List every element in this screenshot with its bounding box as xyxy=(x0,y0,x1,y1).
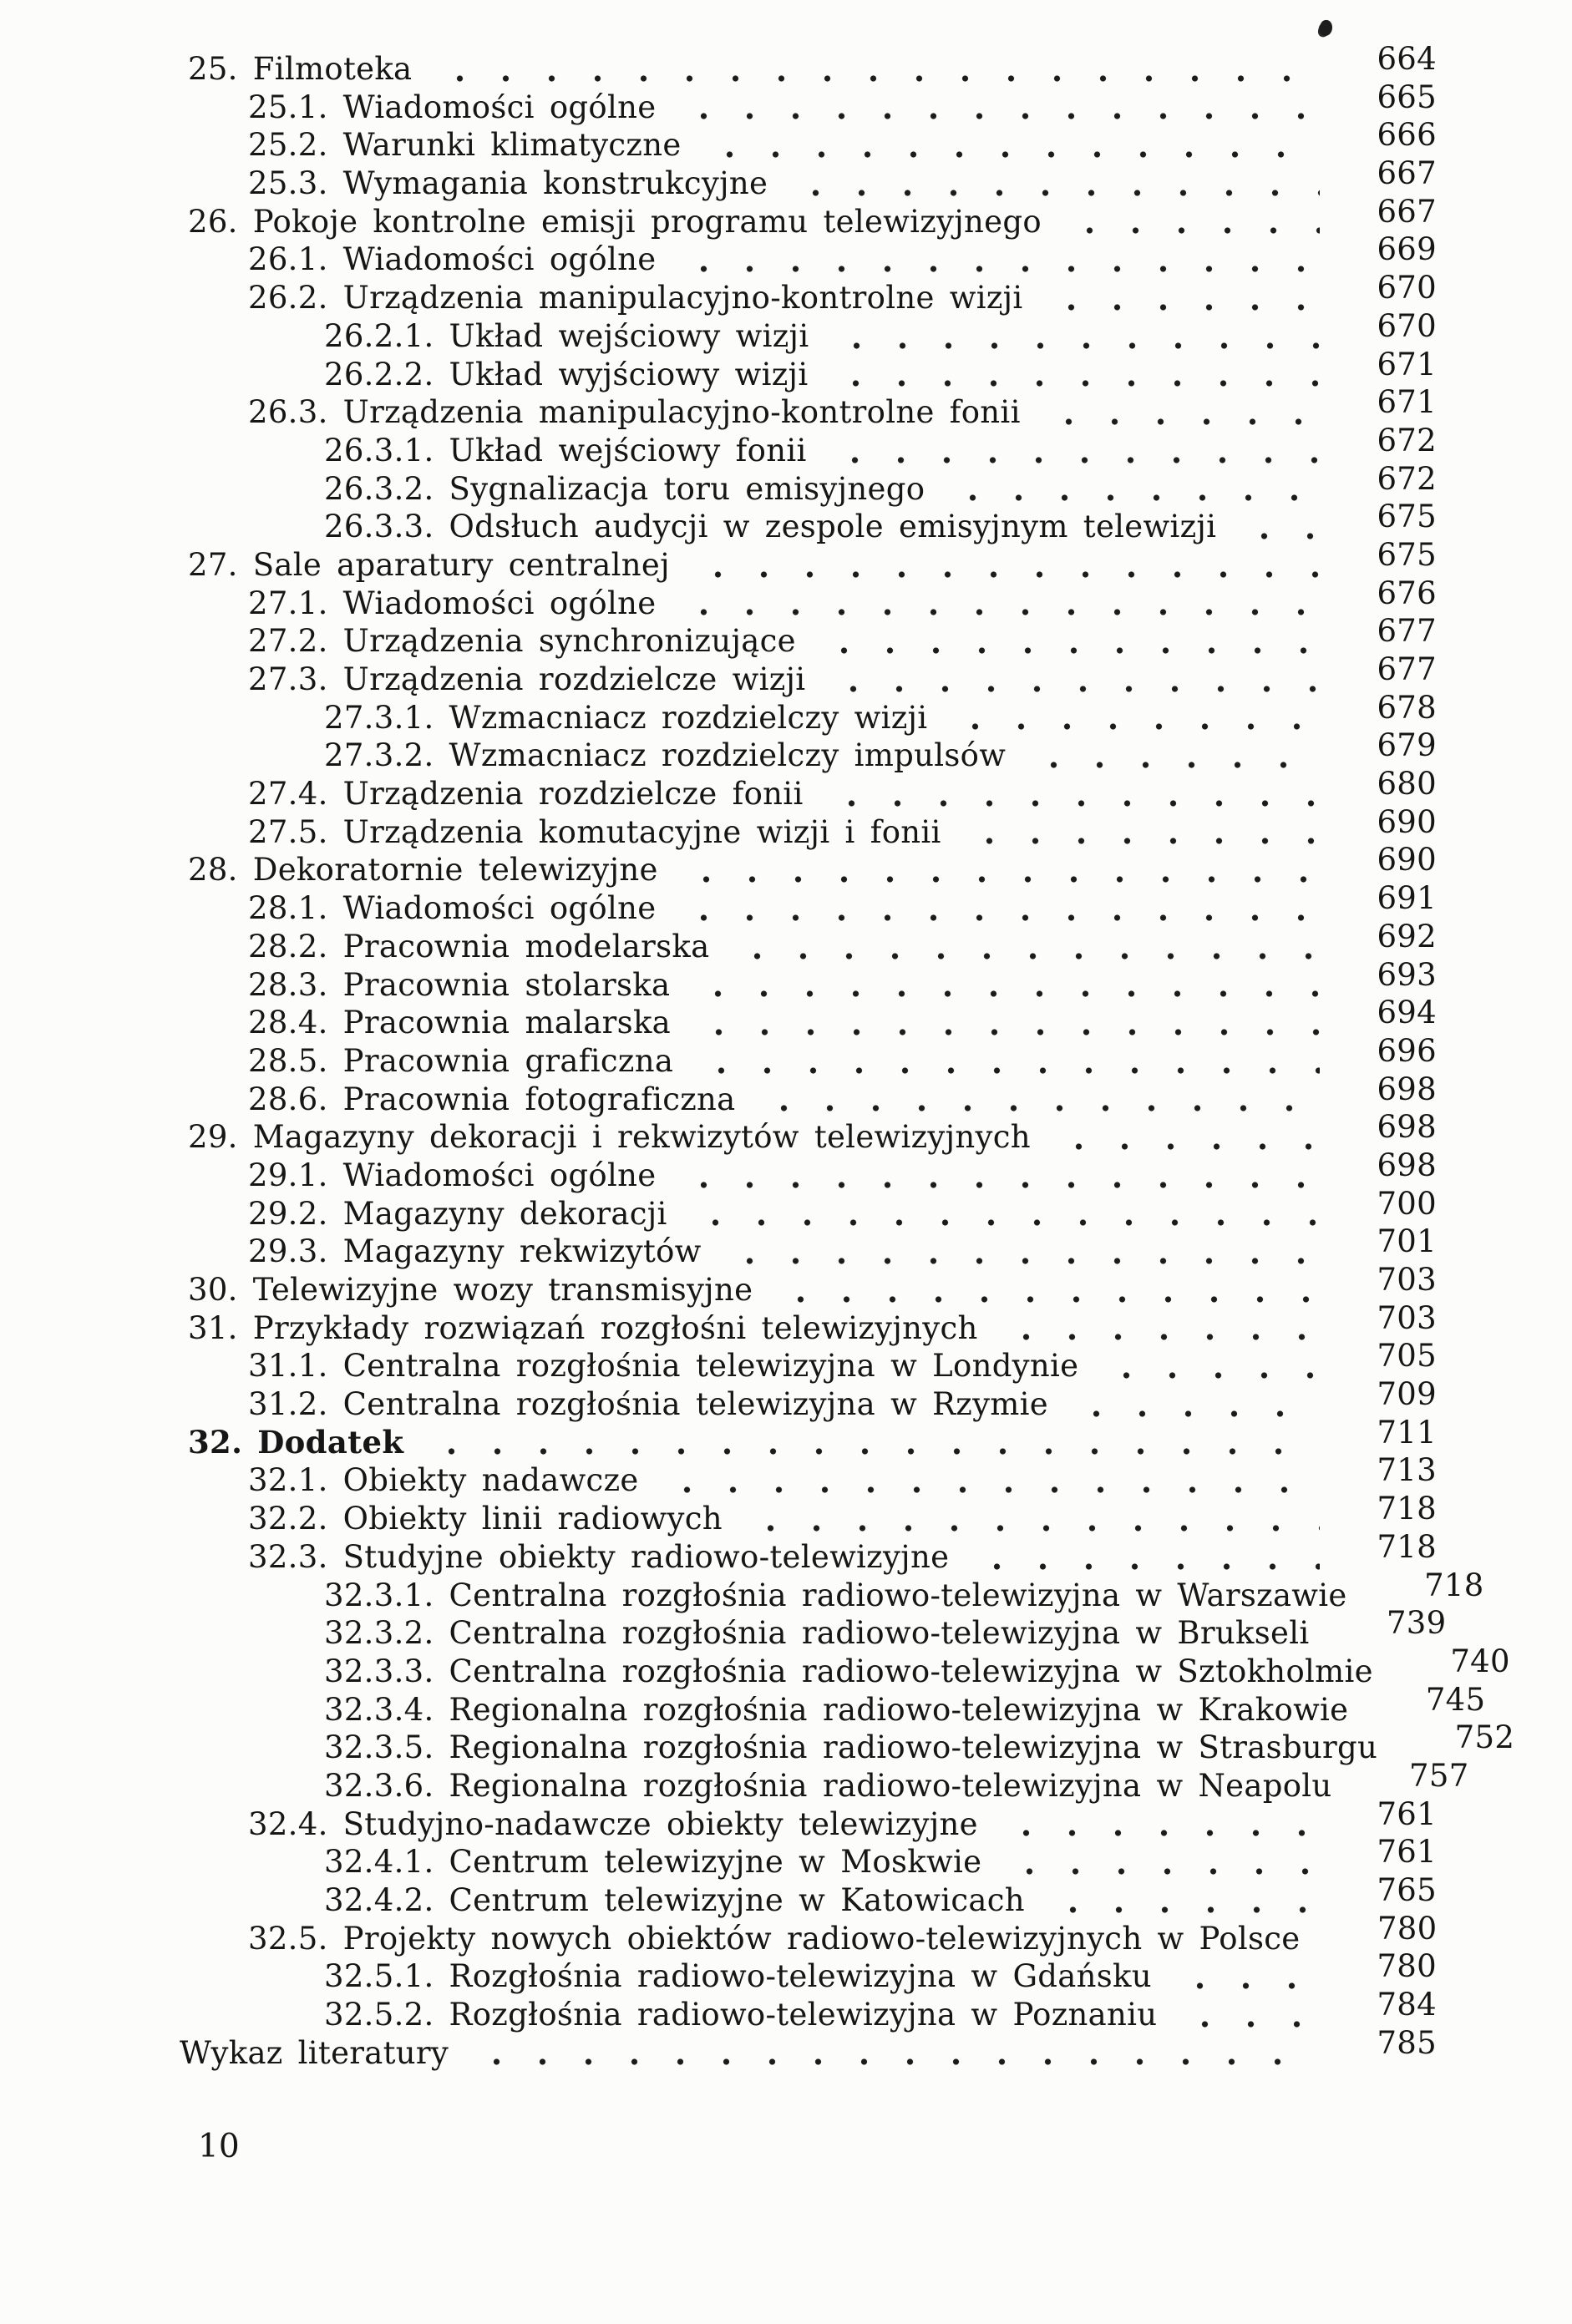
page-number: 785 xyxy=(1377,2024,1437,2061)
toc-row xyxy=(0,613,1437,661)
entry-label: Obiekty nadawcze xyxy=(342,1462,639,1499)
entry-number: 25.2. xyxy=(248,127,328,164)
toc-row xyxy=(0,1491,1437,1538)
toc-row xyxy=(0,956,1437,1005)
page-number: 672 xyxy=(1377,422,1437,458)
dot-leader xyxy=(1177,2020,1320,2028)
entry-number: 32.3.3. xyxy=(324,1653,434,1689)
toc-row xyxy=(0,1414,1437,1462)
entry-label: Wzmacniacz rozdzielczy wizji xyxy=(449,699,928,736)
dot-leader xyxy=(676,1181,1320,1189)
entry-number: 31. xyxy=(188,1309,238,1346)
page-number: 745 xyxy=(1425,1681,1486,1718)
page-number: 676 xyxy=(1377,575,1437,611)
page-number: 713 xyxy=(1377,1452,1437,1489)
entry-number: 32.2. xyxy=(248,1501,328,1537)
entry-number: 27.4. xyxy=(248,776,328,813)
dot-leader xyxy=(816,646,1320,655)
entry-number: 25.1. xyxy=(248,89,328,125)
dot-leader xyxy=(945,494,1320,502)
toc-row xyxy=(0,41,1437,89)
footer-page-number: 10 xyxy=(198,2128,240,2165)
entry-label: Magazyny rekwizytów xyxy=(342,1233,702,1270)
dot-leader xyxy=(676,265,1320,273)
entry-number: 29. xyxy=(188,1119,238,1156)
entry-number: 31.1. xyxy=(248,1348,328,1385)
entry-number: 26.3.1. xyxy=(324,432,434,468)
entry-number: 26.3.2. xyxy=(324,470,434,507)
entry-label: Wiadomości ogólne xyxy=(342,890,657,927)
entry-label: Centralna rozgłośnia radiowo-telewizyjna w Brukseli xyxy=(449,1615,1310,1652)
entry-label: Wiadomości ogólne xyxy=(342,1157,657,1193)
entry-number: 32.5.1. xyxy=(324,1958,434,1995)
toc-row xyxy=(0,575,1437,623)
entry-number: 28. xyxy=(188,852,238,889)
entry-label: Regionalna rozgłośnia radiowo-telewizyjna w Strasburgu xyxy=(449,1729,1378,1766)
dot-leader xyxy=(687,1218,1320,1227)
toc-row xyxy=(0,1567,1484,1615)
toc-row xyxy=(0,1795,1437,1844)
entry-label: Magazyny dekoracji i rekwizytów telewizyjnych xyxy=(252,1119,1031,1156)
entry-label: Sygnalizacja toru emisyjnego xyxy=(449,470,925,507)
page-number: 678 xyxy=(1377,689,1437,726)
entry-label: Dekoratornie telewizyjne xyxy=(252,852,658,889)
page-number: 701 xyxy=(1377,1223,1437,1260)
dot-leader xyxy=(788,189,1320,197)
dot-leader xyxy=(1041,418,1320,426)
entry-label: Centralna rozgłośnia radiowo-telewizyjna w Sztokholmie xyxy=(449,1653,1373,1689)
dot-leader xyxy=(722,1257,1320,1265)
entry-label: Pracownia stolarska xyxy=(342,966,671,1003)
toc-row xyxy=(0,1338,1437,1385)
entry-label: Urządzenia synchronizujące xyxy=(342,623,796,660)
entry-number: 32.3.6. xyxy=(324,1767,434,1804)
toc-row xyxy=(0,1071,1437,1119)
toc-row xyxy=(0,1262,1437,1309)
toc-row xyxy=(0,1376,1437,1424)
entry-label: Wymagania konstrukcyjne xyxy=(342,165,768,202)
dot-leader xyxy=(829,342,1320,350)
page-number: 698 xyxy=(1377,1109,1437,1146)
entry-number: 28.4. xyxy=(248,1005,328,1041)
entry-label: Magazyny dekoracji xyxy=(342,1195,667,1232)
page-number: 718 xyxy=(1377,1528,1437,1565)
page-number: 780 xyxy=(1377,1948,1437,1985)
entry-label: Rozgłośnia radiowo-telewizyjna w Gdańsku xyxy=(449,1958,1152,1995)
entry-number: 26.2.2. xyxy=(324,356,434,392)
toc-row xyxy=(0,803,1437,852)
toc-row xyxy=(0,1147,1437,1195)
page-number: 739 xyxy=(1386,1605,1447,1642)
toc-row xyxy=(0,384,1437,432)
toc-row xyxy=(0,918,1437,966)
toc-row xyxy=(0,842,1437,889)
toc-row xyxy=(0,1605,1447,1653)
entry-number: 25. xyxy=(188,51,238,87)
entry-label: Pracownia fotograficzna xyxy=(342,1081,736,1117)
entry-number: 29.3. xyxy=(248,1233,328,1270)
dot-leader xyxy=(1172,1982,1320,1990)
entry-label: Układ wyjściowy wizji xyxy=(449,356,809,392)
page-number: 740 xyxy=(1450,1643,1510,1679)
entry-label: Wiadomości ogólne xyxy=(342,585,657,621)
entry-label: Projekty nowych obiektów radiowo-telewizyjnych w Polsce xyxy=(342,1920,1301,1957)
entry-label: Centralna rozgłośnia telewizyjna w Rzymie xyxy=(342,1386,1048,1423)
dot-leader xyxy=(1002,1867,1320,1876)
entry-number: 32.4.2. xyxy=(324,1882,434,1918)
toc-row xyxy=(0,231,1437,279)
entry-number: 32.3.4. xyxy=(324,1691,434,1728)
page-number: 667 xyxy=(1377,193,1437,230)
entry-number: 32.3.1. xyxy=(324,1577,434,1613)
entry-number: 25.3. xyxy=(248,165,328,202)
entry-number: 27.3. xyxy=(248,661,328,697)
entry-number: 28.5. xyxy=(248,1042,328,1079)
dot-leader xyxy=(1045,1906,1320,1914)
dot-leader xyxy=(1236,532,1320,540)
entry-label: Pracownia modelarska xyxy=(342,928,710,965)
entry-number: 27.3.1. xyxy=(324,699,434,736)
page-number: 666 xyxy=(1377,117,1437,154)
page-number: 690 xyxy=(1377,803,1437,840)
toc-row xyxy=(0,270,1437,317)
entry-number: 32.5. xyxy=(248,1920,328,1957)
page-number: 709 xyxy=(1377,1376,1437,1413)
entry-number: 32.3.5. xyxy=(324,1729,434,1766)
toc-row xyxy=(0,1757,1469,1805)
entry-label: Urządzenia manipulacyjno-kontrolne fonii xyxy=(342,394,1021,431)
toc-row xyxy=(0,2024,1437,2073)
page-number: 675 xyxy=(1377,536,1437,573)
entry-number: 27.3.2. xyxy=(324,737,434,774)
dot-leader xyxy=(676,914,1320,922)
page-number: 690 xyxy=(1377,842,1437,878)
entry-label: Wzmacniacz rozdzielczy impulsów xyxy=(449,737,1007,774)
entry-label: Odsłuch audycji w zespole emisyjnym telewizji xyxy=(449,509,1217,545)
toc-row xyxy=(0,1299,1437,1348)
entry-label: Wykaz literatury xyxy=(180,2034,449,2071)
toc-row xyxy=(0,727,1437,775)
entry-number: 32.1. xyxy=(248,1462,328,1499)
page-number: 670 xyxy=(1377,307,1437,344)
entry-number: 26. xyxy=(188,203,238,240)
entry-label: Wiadomości ogólne xyxy=(342,241,657,278)
entry-number: 31.2. xyxy=(248,1386,328,1423)
entry-number: 26.1. xyxy=(248,241,328,278)
dot-leader xyxy=(676,112,1320,120)
entry-label: Urządzenia rozdzielcze wizji xyxy=(342,661,806,697)
dot-leader xyxy=(969,1562,1320,1571)
entry-number: 27. xyxy=(188,546,238,583)
entry-label: Centrum telewizyjne w Katowicach xyxy=(449,1882,1025,1918)
toc-row xyxy=(0,995,1437,1042)
entry-label: Studyjno-nadawcze obiekty telewizyjne xyxy=(342,1805,978,1842)
toc-row xyxy=(0,880,1437,928)
page-number: 677 xyxy=(1377,613,1437,650)
page-number: 672 xyxy=(1377,460,1437,497)
toc-row xyxy=(0,766,1437,813)
dot-leader xyxy=(961,837,1320,845)
page-number: 703 xyxy=(1377,1299,1437,1336)
dot-leader xyxy=(693,1066,1320,1075)
dot-leader xyxy=(691,1028,1320,1036)
entry-number: 26.2.1. xyxy=(324,317,434,354)
entry-number: 28.1. xyxy=(248,890,328,927)
page-number: 693 xyxy=(1377,956,1437,993)
dot-leader xyxy=(827,456,1320,464)
page-number: 694 xyxy=(1377,995,1437,1031)
page-number: 670 xyxy=(1377,270,1437,306)
entry-number: 26.3. xyxy=(248,394,328,431)
toc-row xyxy=(0,1185,1437,1233)
dot-leader xyxy=(1051,1142,1320,1151)
toc-row xyxy=(0,1987,1437,2034)
dot-leader xyxy=(1026,761,1320,769)
dot-leader xyxy=(702,150,1320,159)
entry-number: 32.5.2. xyxy=(324,1997,434,2033)
dot-leader xyxy=(659,1486,1320,1494)
page-number: 698 xyxy=(1377,1147,1437,1183)
entry-label: Studyjne obiekty radiowo-telewizyjne xyxy=(342,1538,950,1575)
page-number: 780 xyxy=(1377,1910,1438,1947)
page-number: 718 xyxy=(1377,1491,1437,1527)
dot-leader xyxy=(690,570,1320,579)
entry-number: 27.2. xyxy=(248,623,328,660)
entry-number: 32. xyxy=(188,1423,243,1461)
page-number: 665 xyxy=(1377,78,1437,115)
dot-leader xyxy=(1068,1410,1320,1418)
entry-label: Centrum telewizyjne w Moskwie xyxy=(449,1844,982,1881)
page-number: 711 xyxy=(1377,1414,1437,1451)
toc-row xyxy=(0,1452,1437,1500)
dot-leader xyxy=(998,1829,1320,1837)
entry-label: Wiadomości ogólne xyxy=(342,89,657,125)
toc-row xyxy=(0,117,1437,165)
toc-row xyxy=(0,689,1437,737)
page-number: 752 xyxy=(1454,1719,1515,1756)
toc-row xyxy=(0,422,1437,470)
page-number: 696 xyxy=(1377,1032,1437,1069)
entry-label: Filmoteka xyxy=(252,51,413,87)
page-number: 718 xyxy=(1424,1567,1484,1603)
entry-label: Regionalna rozgłośnia radiowo-telewizyjna w Neapolu xyxy=(449,1767,1332,1804)
dot-leader xyxy=(678,875,1320,884)
dot-leader xyxy=(423,1447,1320,1456)
entry-label: Układ wejściowy fonii xyxy=(449,432,807,468)
toc-row xyxy=(0,193,1437,241)
toc-row xyxy=(0,1719,1515,1767)
page-number: 691 xyxy=(1377,880,1437,917)
entry-label: Pracownia graficzna xyxy=(342,1042,674,1079)
page-number: 761 xyxy=(1377,1795,1437,1832)
toc-row xyxy=(0,651,1437,699)
entry-label: Przykłady rozwiązań rozgłośni telewizyjnych xyxy=(252,1309,978,1346)
toc-row xyxy=(0,536,1437,585)
entry-number: 28.6. xyxy=(248,1081,328,1117)
page-number: 669 xyxy=(1377,231,1437,268)
page-number: 698 xyxy=(1377,1071,1437,1107)
toc-row xyxy=(0,499,1437,546)
dot-leader xyxy=(676,608,1320,616)
dot-leader xyxy=(432,74,1320,83)
entry-label: Telewizyjne wozy transmisyjne xyxy=(252,1272,753,1308)
entry-label: Urządzenia manipulacyjno-kontrolne wizji xyxy=(342,280,1023,316)
page-number: 675 xyxy=(1377,499,1437,535)
entry-label: Pokoje kontrolne emisji programu telewizyjnego xyxy=(252,203,1042,240)
entry-number: 32.4. xyxy=(248,1805,328,1842)
entry-label: Regionalna rozgłośnia radiowo-telewizyjna w Krakowie xyxy=(449,1691,1349,1728)
entry-number: 32.3. xyxy=(248,1538,328,1575)
page-number: 664 xyxy=(1377,41,1437,77)
entry-label: Dodatek xyxy=(257,1423,404,1461)
toc-row xyxy=(0,1948,1437,1996)
entry-number: 27.5. xyxy=(248,813,328,850)
page-number: 757 xyxy=(1409,1757,1469,1794)
toc-row xyxy=(0,1872,1437,1920)
toc-row xyxy=(0,1223,1437,1271)
toc-row xyxy=(0,1032,1437,1081)
dot-leader xyxy=(1043,303,1320,311)
entry-label: Pracownia malarska xyxy=(342,1005,672,1041)
toc-row xyxy=(0,155,1437,203)
dot-leader xyxy=(1062,226,1320,235)
table-of-contents xyxy=(0,41,1572,2072)
page-number: 705 xyxy=(1377,1338,1437,1375)
dot-leader xyxy=(1098,1371,1320,1380)
entry-label: Rozgłośnia radiowo-telewizyjna w Poznaniu xyxy=(449,1997,1158,2033)
entry-number: 28.2. xyxy=(248,928,328,965)
toc-row xyxy=(0,1834,1437,1881)
page-number: 703 xyxy=(1377,1262,1437,1298)
dot-leader xyxy=(729,952,1320,960)
entry-label: Urządzenia rozdzielcze fonii xyxy=(342,776,804,813)
entry-number: 29.1. xyxy=(248,1157,328,1193)
toc-row xyxy=(0,1643,1510,1691)
page-number: 765 xyxy=(1377,1872,1437,1908)
page-number: 784 xyxy=(1377,1987,1437,2023)
toc-row xyxy=(0,1910,1438,1958)
page-number: 667 xyxy=(1377,155,1437,192)
toc-row xyxy=(0,460,1437,509)
toc-row xyxy=(0,1681,1486,1729)
entry-number: 32.3.2. xyxy=(324,1615,434,1652)
entry-label: Warunki klimatyczne xyxy=(342,127,682,164)
page-number: 692 xyxy=(1377,918,1437,954)
dot-leader xyxy=(773,1295,1320,1304)
page-number: 680 xyxy=(1377,766,1437,803)
entry-number: 28.3. xyxy=(248,966,328,1003)
toc-row xyxy=(0,1528,1437,1577)
ink-blot xyxy=(1318,18,1334,37)
entry-number: 29.2. xyxy=(248,1195,328,1232)
dot-leader xyxy=(756,1104,1320,1112)
dot-leader xyxy=(998,1333,1320,1341)
page-number: 700 xyxy=(1377,1185,1437,1222)
toc-row xyxy=(0,1109,1437,1157)
entry-label: Sale aparatury centralnej xyxy=(252,546,670,583)
entry-label: Obiekty linii radiowych xyxy=(342,1501,723,1537)
dot-leader xyxy=(743,1524,1320,1532)
entry-number: 32.4.1. xyxy=(324,1844,434,1881)
page-number: 671 xyxy=(1377,384,1437,421)
toc-row xyxy=(0,346,1437,394)
entry-number: 30. xyxy=(188,1272,238,1308)
page-number: 761 xyxy=(1377,1834,1437,1871)
page-number: 679 xyxy=(1377,727,1437,764)
toc-row xyxy=(0,78,1437,127)
page-number: 677 xyxy=(1377,651,1437,687)
dot-leader xyxy=(947,722,1320,731)
entry-number: 26.3.3. xyxy=(324,509,434,545)
entry-label: Centralna rozgłośnia telewizyjna w Londynie xyxy=(342,1348,1079,1385)
entry-label: Urządzenia komutacyjne wizji i fonii xyxy=(342,813,941,850)
page-number: 671 xyxy=(1377,346,1437,382)
dot-leader xyxy=(690,990,1320,998)
dot-leader xyxy=(824,799,1320,808)
dot-leader xyxy=(469,2058,1320,2066)
entry-label: Układ wejściowy wizji xyxy=(449,317,809,354)
entry-label: Centralna rozgłośnia radiowo-telewizyjna w Warszawie xyxy=(449,1577,1347,1613)
dot-leader xyxy=(828,379,1320,387)
toc-row xyxy=(0,307,1437,356)
entry-number: 27.1. xyxy=(248,585,328,621)
dot-leader xyxy=(825,685,1320,693)
entry-number: 26.2. xyxy=(248,280,328,316)
